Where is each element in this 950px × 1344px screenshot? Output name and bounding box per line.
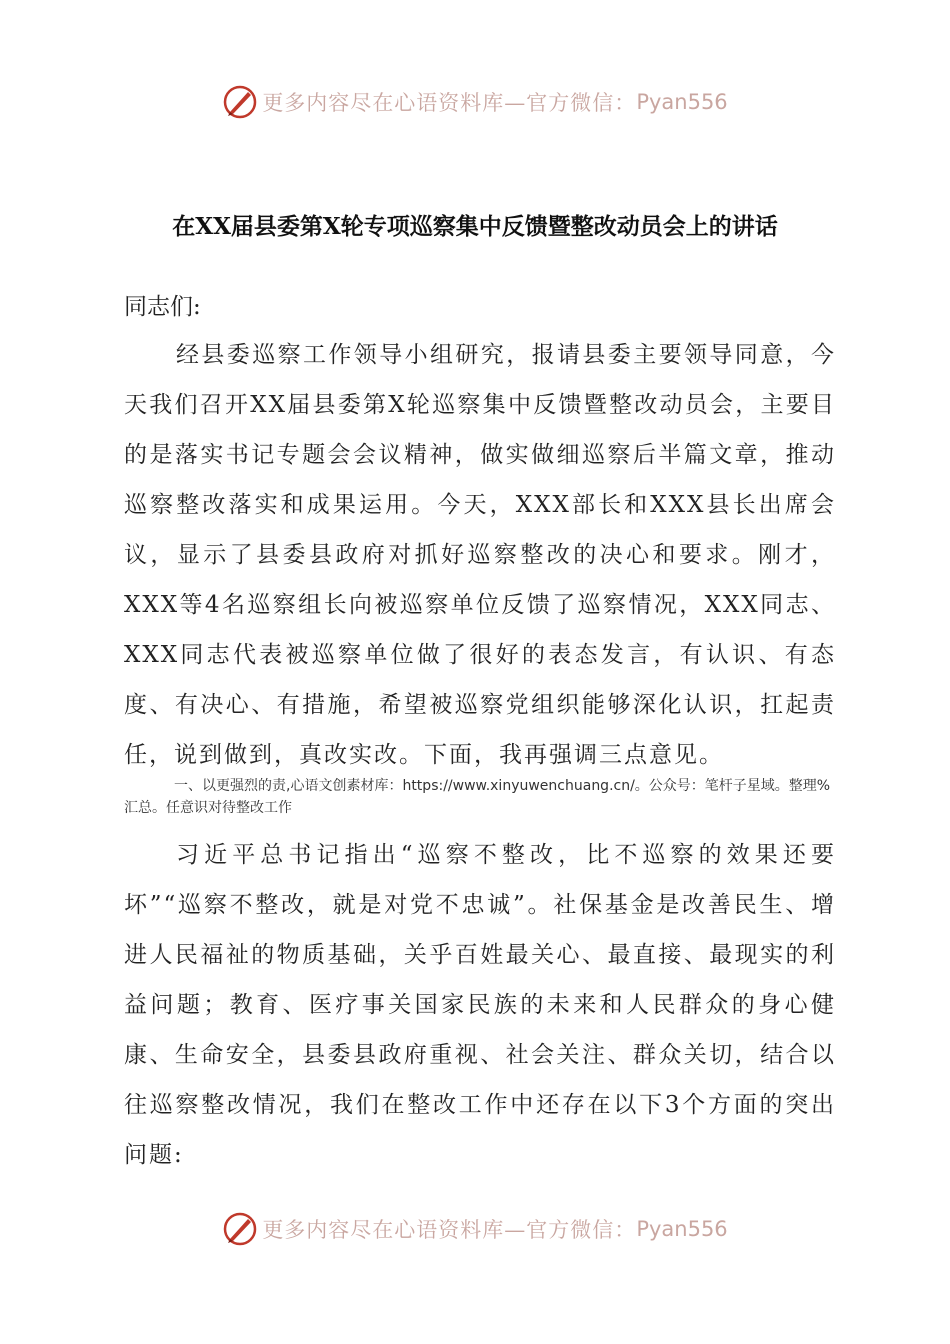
quill-pen-icon (222, 1211, 258, 1247)
paragraph-1: 经县委巡察工作领导小组研究，报请县委主要领导同意，今天我们召开XX届县委第X轮巡察集中反馈暨整改动员会，主要目的是落实书记专题会会议精神，做实做细巡察后半篇文章，推动巡察整改落实和成果运用。今天，XXX部长和XXX县长出席会议，显示了县委县政府对抓好巡察整改的决心和要求。刚才，XXX等4名巡察组长向被巡察单位反馈了巡察情况，XXX同志、XXX同志代表被巡察单位做了很好的表态发言，有认识、有态度、有决心、有措施，希望被巡察党组织能够深化认识，扛起责任，说到做到，真改实改。下面，我再强调三点意见。 (124, 342, 836, 768)
paragraph-2: 习近平总书记指出“巡察不整改，比不巡察的效果还要坏”“巡察不整改，就是对党不忠诚”。社保基金是改善民生、增进人民福祉的物质基础，关乎百姓最关心、最直接、最现实的利益问题；教育、医疗事关国家民族的未来和人民群众的身心健康、生命安全，县委县政府重视、社会关注、群众关切，结合以往巡察整改情况，我们在整改工作中还存在以下3个方面的突出问题: (124, 842, 836, 1168)
watermark-wechat-id: Pyan556 (636, 1217, 728, 1241)
watermark-text: 更多内容尽在心语资料库—官方微信： (262, 91, 637, 115)
watermark-banner-top (0, 82, 950, 122)
watermark-wechat-id: Pyan556 (636, 90, 728, 114)
watermark-banner-bottom (0, 1209, 950, 1249)
section-heading-1: 一、以更强烈的责,心语文创素材库：https://www.xinyuwenchuang.cn/。公众号：笔杆子星域。整理%汇总。任意识对待整改工作 (124, 778, 831, 816)
watermark-text: 更多内容尽在心语资料库—官方微信： (262, 1218, 637, 1242)
greeting: 同志们: (124, 294, 201, 320)
quill-pen-icon (222, 84, 258, 120)
document-title: 在XX届县委第X轮专项巡察集中反馈暨整改动员会上的讲话 (172, 213, 778, 240)
